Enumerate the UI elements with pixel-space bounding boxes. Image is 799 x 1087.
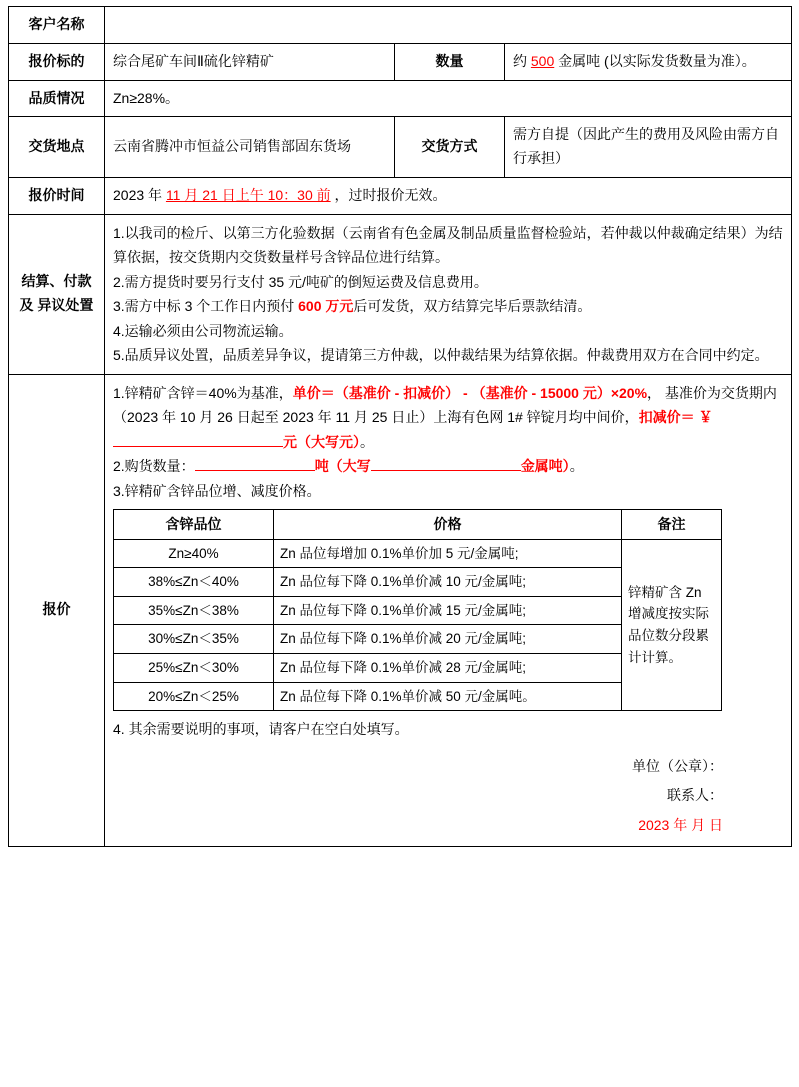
- quote-formula-prefix: 1.锌精矿含锌＝40%为基准，: [113, 384, 293, 401]
- delivery-place-label: 交货地点: [9, 117, 105, 178]
- quote-formula-end: 。: [360, 433, 374, 450]
- price-table-header-row: [114, 510, 722, 539]
- delivery-way-label: 交货方式: [395, 117, 505, 178]
- quote-time-value: [105, 177, 792, 214]
- quantity-unit: 金属吨: [558, 52, 601, 69]
- purchase-qty-end: 。: [569, 458, 584, 475]
- price-grade-5: 20%≤Zn＜25%: [114, 682, 274, 711]
- purchase-qty-blank[interactable]: [195, 470, 315, 471]
- customer-name-value[interactable]: [105, 7, 792, 44]
- price-rule-3: Zn 品位每下降 0.1%单价减 20 元/金属吨;: [274, 625, 622, 654]
- quote-target-label: 报价标的: [9, 43, 105, 80]
- price-grade-4: 25%≤Zn＜30%: [114, 654, 274, 683]
- delivery-place-value: 云南省腾冲市恒益公司销售部固东货场: [105, 117, 395, 178]
- quote-target-value: 综合尾矿车间Ⅱ硫化锌精矿: [105, 43, 395, 80]
- signature-contact: 联系人：: [667, 787, 724, 804]
- settlement-item-2: 2.需方提货时要另行支付 35 元/吨矿的倒短运费及信息费用。: [113, 273, 488, 290]
- table-row-quote-time: [9, 177, 792, 214]
- quote-time-prefix: 2023 年: [113, 186, 163, 203]
- signature-block: [113, 752, 783, 840]
- purchase-qty-unit: 吨（大写: [314, 458, 371, 475]
- deduction-price-blank[interactable]: [113, 446, 283, 447]
- price-table-header-price: 价格: [274, 510, 622, 539]
- quantity-value-cell: [505, 43, 792, 80]
- quote-content: [105, 374, 792, 846]
- price-table-remark: 锌精矿含 Zn 增减度按实际品位数分段累计计算。: [622, 539, 722, 711]
- purchase-qty-unit-2: 金属吨）: [520, 458, 570, 475]
- price-rule-5: Zn 品位每下降 0.1%单价减 50 元/金属吨。: [274, 682, 622, 711]
- quote-time-label: 报价时间: [9, 177, 105, 214]
- settlement-item-1: 1.以我司的检斤、以第三方化验数据（云南省有色金属及制品质量监督检验站，若仲裁以仲裁确定结果）为结算依据，按交货期内交货数量样号含锌品位进行结算。: [113, 224, 783, 266]
- purchase-qty-blank-2[interactable]: [371, 470, 521, 471]
- quote-formula-middle: ， 基准价为交货期内（2023 年 10 月 26 日起至 2023 年 11 月 25 日止）上海有色网 1# 锌锭月均中间价，: [113, 384, 777, 426]
- table-row-settlement: [9, 214, 792, 374]
- quantity-prefix: 约: [513, 52, 527, 69]
- quote-other-note: 4. 其余需要说明的事项，请客户在空白处填写。: [113, 721, 409, 738]
- deduction-price-label: 扣减价＝ ￥: [638, 409, 713, 426]
- table-row-quote-target: [9, 43, 792, 80]
- quote-formula-red: 单价＝（基准价 - 扣减价） - （基准价 - 15000 元）×20%: [292, 384, 648, 401]
- deduction-price-unit-end: 元）: [339, 433, 360, 450]
- settlement-item-5: 5.品质异议处置，品质差异争议，提请第三方仲裁，以仲裁结果为结算依据。仲裁费用双方在合同中约定。: [113, 347, 769, 364]
- quality-value: Zn≥28%。: [105, 80, 792, 117]
- price-table-header-remark: 备注: [622, 510, 722, 539]
- price-grade-table: [113, 509, 722, 711]
- settlement-item-3: 3.需方中标 3 个工作日内预付 600 万元后可发货，双方结算完毕后票款结清。: [113, 298, 592, 315]
- quote-time-deadline: 11 月 21 日上午 10：30 前: [165, 186, 331, 203]
- signature-unit: 单位（公章）：: [632, 757, 724, 774]
- quotation-table: [8, 6, 792, 847]
- quantity-label: 数量: [395, 43, 505, 80]
- quantity-note: (以实际发货数量为准）。: [604, 52, 756, 69]
- price-rule-1: Zn 品位每下降 0.1%单价减 10 元/金属吨;: [274, 568, 622, 597]
- price-grade-3: 30%≤Zn＜35%: [114, 625, 274, 654]
- price-table-header-grade: 含锌品位: [114, 510, 274, 539]
- deduction-price-unit: 元（大写: [283, 433, 339, 450]
- table-row-quality: [9, 80, 792, 117]
- price-rule-0: Zn 品位每增加 0.1%单价加 5 元/金属吨;: [274, 539, 622, 568]
- table-row-delivery: [9, 117, 792, 178]
- price-rule-4: Zn 品位每下降 0.1%单价减 28 元/金属吨;: [274, 654, 622, 683]
- quality-label: 品质情况: [9, 80, 105, 117]
- price-table-row: [114, 539, 722, 568]
- purchase-qty-label: 2.购货数量：: [113, 458, 195, 475]
- quantity-number: 500: [530, 52, 555, 69]
- customer-name-label: 客户名称: [9, 7, 105, 44]
- quote-formula-paragraph: [113, 381, 783, 455]
- settlement-prepay-amount: 600 万元: [298, 298, 354, 315]
- price-rule-2: Zn 品位每下降 0.1%单价减 15 元/金属吨;: [274, 596, 622, 625]
- price-grade-2: 35%≤Zn＜38%: [114, 596, 274, 625]
- settlement-content: [105, 214, 792, 374]
- price-grade-1: 38%≤Zn＜40%: [114, 568, 274, 597]
- quote-time-suffix: ，过时报价无效。: [334, 186, 447, 203]
- table-row-customer-name: [9, 7, 792, 44]
- quote-grade-paragraph: 3.锌精矿含锌品位增、减度价格。: [113, 482, 321, 499]
- price-grade-0: Zn≥40%: [114, 539, 274, 568]
- signature-date: 2023 年 月 日: [638, 816, 724, 833]
- delivery-way-value: 需方自提（因此产生的费用及风险由需方自行承担）: [505, 117, 792, 178]
- settlement-item-4: 4.运输必须由公司物流运输。: [113, 322, 293, 339]
- table-row-quote: [9, 374, 792, 846]
- quote-label: 报价: [9, 374, 105, 846]
- settlement-label: 结算、付款 及 异议处置: [9, 214, 105, 374]
- quote-quantity-paragraph: [113, 454, 783, 479]
